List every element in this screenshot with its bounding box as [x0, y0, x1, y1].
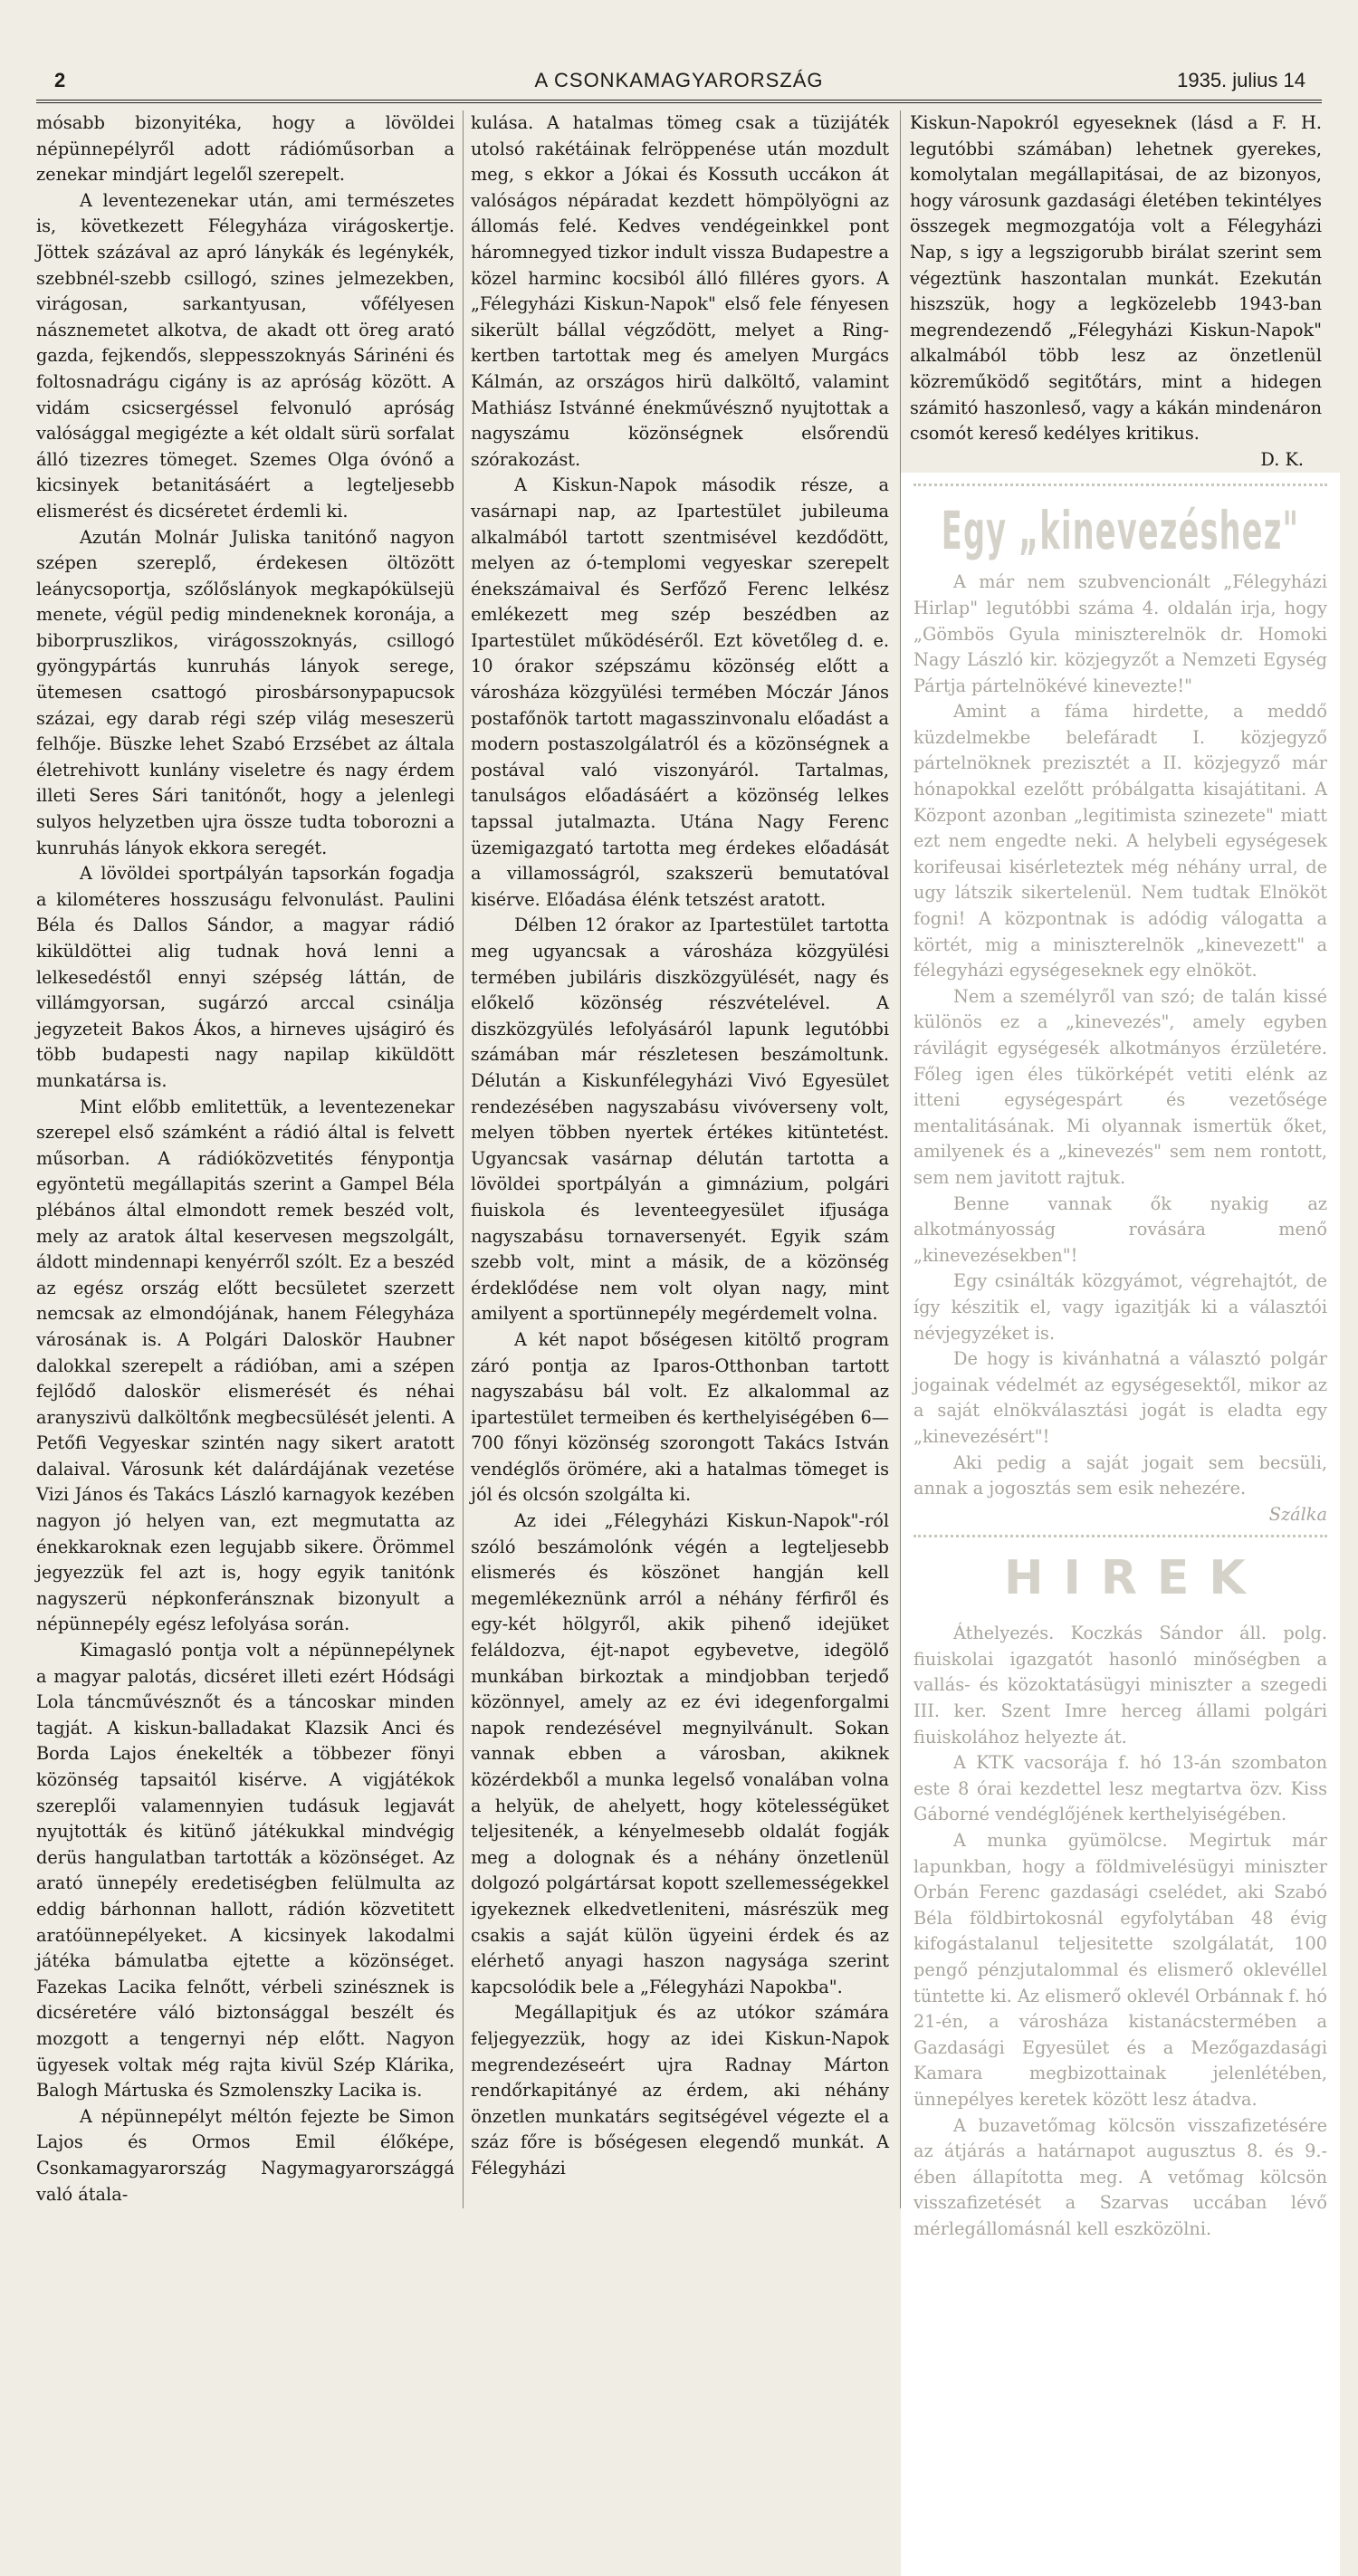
paragraph: Benne vannak ők nyakig az alkotmányosság rovására menő „kinevezésekben"! — [913, 1192, 1327, 1266]
article-title: Egy „kinevezéshez" — [941, 500, 1300, 562]
news-item: A KTK vacsorája f. hó 13-án szombaton este 8 órai kezdettel lesz megtartva özv. Kiss Gáborné vendéglőjének kerthelyiségében. — [913, 1752, 1327, 1825]
column-divider — [463, 110, 464, 2208]
paragraph: Kimagasló pontja volt a népünnepélynek a magyar palotás, dicséret illeti ezért Hódsági Lola táncművésznőt és a táncoskar minden tagját. A kiskun-balladakat Klazsik Anci és Borda Lajos énekelték a többezer fönyi közönség tapsaitól kisérve. A vigjátékok szereplői valamennyien tudásuk legjavát nyujtották és kitünő játékukkal mindvégig derüs hangulatban tartották a közönséget. Az arató ünnepély eredetiségben felülmulta az eddig bárhonnan hallott, rádión közvetitett aratóünnepélyeket. A kicsinyek lakodalmi játéka bámulatba ejtette a közönséget. Fazekas Lacika felnőtt, vérbeli szinésznek is dicséretére váló biztonsággal beszélt és mozgott a tengernyi nép előtt. Nagyon ügyesek voltak még rajta kivül Szép Klárika, Balogh Mártuska és Szmolenszky Lacika is. — [36, 1640, 454, 2102]
paragraph: Megállapitjuk és az utókor számára feljegyezzük, hogy az idei Kiskun-Napok megrendezéseért ujra Radnay Márton rendőrkapitányé az érdem, aki néhány önzetlen munkatárs segitségével végezte el a száz főre is bőségesen elegendő munkát. A Félegyházi — [471, 2002, 889, 2179]
paragraph: mósabb bizonyitéka, hogy a lövöldei népünnepélyről adott rádióműsorban a zenekar mindjárt legelől szerepelt. — [36, 112, 454, 186]
faded-region — [901, 473, 1340, 2576]
column-1 — [36, 110, 454, 2208]
page-number: 2 — [54, 69, 66, 91]
paragraph: De hogy is kivánhatná a választó polgár jogainak védelmét az egységesektől, mikor az a saját elnökválasztási jogát is eladta egy „kinevezésért"! — [913, 1348, 1327, 1447]
paragraph: Azután Molnár Juliska tanitónő nagyon szépen szereplő, érdekesen öltözött leánycsoportja, szőlőslányok megkapókülsejü menete, végül pedig mindeneknek koronája, a biborpruszlikos, virágosszoknyás, csillogó gyöngypártás kunruhás lányok serege, ütemesen csattogó pirosbársonypapucsok százai, egy darab régi szép világ meseszerü felhője. Büszke lehet Szabó Erzsébet az általa életrehivott kunlány viseletre és nagy érdem illeti Seres Sári tanitónőt, hogy a jelenlegi sulyos helyzetben ujra össze tudta toborozni a kunruhás lányok ekkora seregét. — [36, 526, 454, 858]
paragraph: A két napot bőségesen kitöltő program záró pontja az Iparos-Otthonban tartott nagyszabásu bál volt. Ez alkalommal az ipartestület termeiben és kerthelyiségében 6—700 főnyi közönség szorongott Takács István vendéglős örömére, aki a hatalmas tömeget is jól és olcsón szolgálta ki. — [471, 1328, 889, 1506]
dotted-divider — [913, 484, 1327, 486]
column-2 — [471, 110, 889, 2208]
paragraph: Amint a fáma hirdette, a meddő küzdelmekbe belefáradt I. közjegyző pártelnöknek prezisztét a II. közjegyző már hónapokkal ezelőtt próbálgatta kisajátitani. A Központ azonban „legitimista szinezete" miatt ezt nem engedte neki. A helybeli egységesek korifeusai kisérleteztek még néhány urral, de ugy látszik sikertelenül. Nem tudtak Elnököt fogni! A központnak is adódig válogatta a körtét, mig a miniszterelnök „kinevezett" a félegyházi egységeseknek egy elnököt. — [913, 701, 1327, 982]
news-item: A buzavetőmag kölcsön visszafizetésére az átjárás a határnapot augusztus 8. és 9.-ében állapította meg. A vetőmag kölcsön visszafizetését a Szarvas uccában lévő mérlegállomásnál kell eszközölni. — [913, 2114, 1327, 2239]
author-signature: D. K. — [1260, 448, 1304, 470]
paragraph: A már nem szubvencionált „Félegyházi Hirlap" legutóbbi száma 4. oldalán irja, hogy „Gömbös Gyula miniszterelnök dr. Homoki Nagy László kir. közjegyzőt a Nemzeti Egység Pártja pártelnökévé kinevezte!" — [913, 571, 1327, 696]
paragraph: A népünnepélyt méltón fejezte be Simon Lajos és Ormos Emil élőképe, Csonkamagyarország Nagymagyarországgá való átala- — [36, 2105, 454, 2205]
column-3 — [910, 110, 1327, 2239]
article-signature: Szálka — [1268, 1503, 1327, 1525]
news-section-title: HIREK — [913, 1535, 1327, 1612]
paragraph: Egy csinálták közgyámot, végrehajtót, de így készitik el, vagy igazitják ki a választói névjegyzéket is. — [913, 1270, 1327, 1344]
issue-date: 1935. julius 14 — [1177, 69, 1305, 91]
paragraph: Délben 12 órakor az Ipartestület tartotta meg ugyancsak a városháza közgyülési termében jubiláris diszközgyülését, nagy és előkelő közönség részvételével. A diszközgyülés lefolyásáról lapunk legutóbbi számában már részletesen beszámoltunk. Délután a Kiskunfélegyházi Vivó Egyesület rendezésében nagyszabásu vivóverseny volt, melyen többen nyertek értékes kitüntetést. Ugyancsak vasárnap délután tartotta a lövöldei sportpályán a gimnázium, polgári fiuiskola és leventeegyesület ifjuságа nagyszabásu tornaversenyét. Egyik szám szebb volt, mint a másik, de a közönség érdeklődése nem volt olyan nagy, mint amilyent a sportünnepély megérdemelt volna. — [471, 915, 889, 1325]
paragraph: Nem a személyről van szó; de talán kissé különös ez a „kinevezés", amely egyben rávilágit egységesék alkotmányos érzületére. Főleg igen éles tükörképét vetiti elénk az itteni egységespárt és vezetősége mentalitásának. Mi olyannak ismertük őket, amilyenek és a „kinevezés" sem nem rontott, sem nem javitott rajtuk. — [913, 985, 1327, 1188]
paragraph: A leventezenekar után, ami természetes is, következett Félegyháza virágoskertje. Jöttek százával az apró lánykák és legénykék, szebbnél-szebb csillogó, szines jelmezekben, virágosan, sarkantyusan, vőfélyesen násznemetet alkotva, de akadt ott öreg arató gazda, fejkendős, sleppesszoknyás Sárinéni és foltosnadrágu cigány is az apróság között. A vidám csicsergéssel felvonuló apróság valósággal megigézte a két oldalt sürü sorfalat álló tizezres tömeget. Szemes Olga óvónő a kicsinyek betanitásáért a legteljesebb elismerést és dicséretet érdemli ki. — [36, 189, 454, 522]
paragraph: A lövöldei sportpályán tapsorkán fogadja a kilométeres hosszuságu felvonulást. Paulini Béla és Dallos Sándor, a magyar rádió kiküldöttei alig tudnak hová lenni a lelkesedéstől ennyi szépség láttán, de villámgyorsan, sugárzó arccal csinálja jegyzeteit Bakos Ákos, a hirneves ujságiró és több budapesti nagy napilap kiküldött munkatársa is. — [36, 863, 454, 1091]
newspaper-title: A CSONKAMAGYARORSZÁG — [534, 69, 824, 91]
paragraph: Aki pedig a saját jogait sem becsüli, annak a jogosztás sem esik nehezére. — [913, 1451, 1327, 1499]
paragraph: Kiskun-Napokról egyeseknek (lásd a F. H. legutóbbi számában) lehetnek gyerekes, komolytalan megállapitásai, de az bizonyos, hogy városunk gazdasági életében tekintélyes összegek megmozgatója volt a Félegyházi Nap, s igy a legszigorubb birálat szerint sem végeztünk haszontalan munkát. Ezekután hiszszük, hogy a legközelebb 1943-ban megrendezendő „Félegyházi Kiskun-Napok" alkalmából több lesz az önzetlenül közreműködő segitőtárs, mint a hidegen számitó haszonleső, vagy a kákán mindenáron csomót kereső kedélyes kritikus. — [910, 112, 1322, 445]
news-item: A munka gyümölcse. Megirtuk már lapunkban, hogy a földmivelésügyi miniszter Orbán Ferenc gazdasági cselédet, aki Szabó Béla földbirtokosnál egyfolytában 48 évig kifogástalanul teljesitette szolgálatát, 100 pengő pénzjutalommal és elismerő oklevéllel tüntette ki. Az elismerő oklevél Orbánnak f. hó 21-én, a városháza kistanácstermében a Gazdasági Egyesület és a Mezőgazdasági Kamara megbizottainak jelenlétében, ünnepélyes keretek között lesz átadva. — [913, 1830, 1327, 2110]
article-continuation — [910, 110, 1322, 473]
news-item: Áthelyezés. Koczkás Sándor áll. polg. fiuiskolai igazgatót hasonló minőségben a vallás- és közoktatásügyi miniszter a szegedi III. ker. Szent Imre herceg állami polgári fiuiskolához helyezte át. — [913, 1623, 1327, 1748]
paragraph: A Kiskun-Napok második része, a vasárnapi nap, az Ipartestület jubileuma alkalmából tartott szentmisével kezdődött, melyen az ó-templomi vegyeskar szerepelt énekszámaival és Serfőző Ferenc lelkész emlékezett meg szép beszédben az Ipartestület működéséről. Ezt követőleg d. e. 10 órakor szépszámu közönség előtt a városháza közgyülési termében Móczár János postafőnök tartott magasszinvonalu előadást a modern postaszolgálatról és a közönségnek a postával való viszonyáról. Tartalmas, tanulságos előadásáért a közönség lelkes tapssal jutalmazta. Utána Nagy Ferenc üzemigazgató tartotta meg érdekes előadását a villamosságról, szakszerü bemutatóval kisérve. Előadása élénk tetszést aratott. — [471, 474, 889, 910]
page-header — [36, 63, 1322, 103]
paragraph: Az idei „Félegyházi Kiskun-Napok"-ról szóló beszámolónk végén a legteljesebb elismerés és köszönet hangján kell megemlékeznünk arról a néhány férfiről és egy-két hölgyről, akik pihenő idejüket feláldozva, éjt-napot egybevetve, idegölő munkában birkoztak a mindjobban terjedő közönnyel, amely az ez évi idegenforgalmi napok rendezésével megnyilvánult. Sokan vannak ebben a városban, akiknek közérdekből a munka legelső vonalában volna a helyük, de ahelyett, hogy kötelességüket teljesitenék, a kényelmesebb oldalát fogják meg a dolognak és a néhány önzetlenül dolgozó polgártársat kopott szellemességekkel igyekeznek elkedvetleniteni, másrészük meg csakis a saját külön ügyeini érdek és az elérhető anyagi haszon nagyságа szerint kapcsolódik bele a „Félegyházi Napokba". — [471, 1510, 889, 1997]
paragraph: kulása. A hatalmas tömeg csak a tüzijáték utolsó rakétáinak felröppenése után mozdult meg, s ekkor a Jókai és Kossuth uccákon át valóságos népáradat kezdett hömpölyögni az állomás felé. Kedves vendégeinkkel pont háromnegyed tizkor indult vissza Budapestre a közel harminc kocsiból álló filléres gyors. A „Félegyházi Kiskun-Napok" első fele fényesen sikerült bállal végződött, melyet a Ring-kertben tartottak meg és amelyen Murgács Kálmán, az országos hirü dalköltő, valamint Mathiász Istvánné énekművésznő nyujtottak a nagyszámu közönségnek elsőrendü szórakozást. — [471, 112, 889, 470]
paragraph: Mint előbb emlitettük, a leventezenekar szerepel első számként a rádió által is felvett műsorban. A rádióközvetités fénypontja egyöntetü megállapitás szerint a Gampel Béla plébános által elmondott remek beszéd volt, mely az aratok által keservesen megszolgált, áldott mindennapi kenyérről szólt. Ez a beszéd az egész ország előtt becsületet szerzett nemcsak az elmondójának, hanem Félegyháza városának is. A Polgári Daloskör Haubner dalokkal szerepelt a rádióban, ami a szépen fejlődő daloskör elismerését és néhai aranyszivü dalköltőnk megbecsülését jelenti. A Petőfi Vegyeskar szintén nagy sikert aratott dalaival. Városunk két dalárdájának vezetése Vizi János és Takács László karnagyok kezében nagyon jó helyen van, ezt megmutatta az énekkaroknak ezen legujabb sikere. Örömmel jegyezzük fel azt is, hogy egyik tanitónk nagyszerü népkonferánsznak bizonyult a népünnepély egész lefolyása során. — [36, 1096, 454, 1635]
